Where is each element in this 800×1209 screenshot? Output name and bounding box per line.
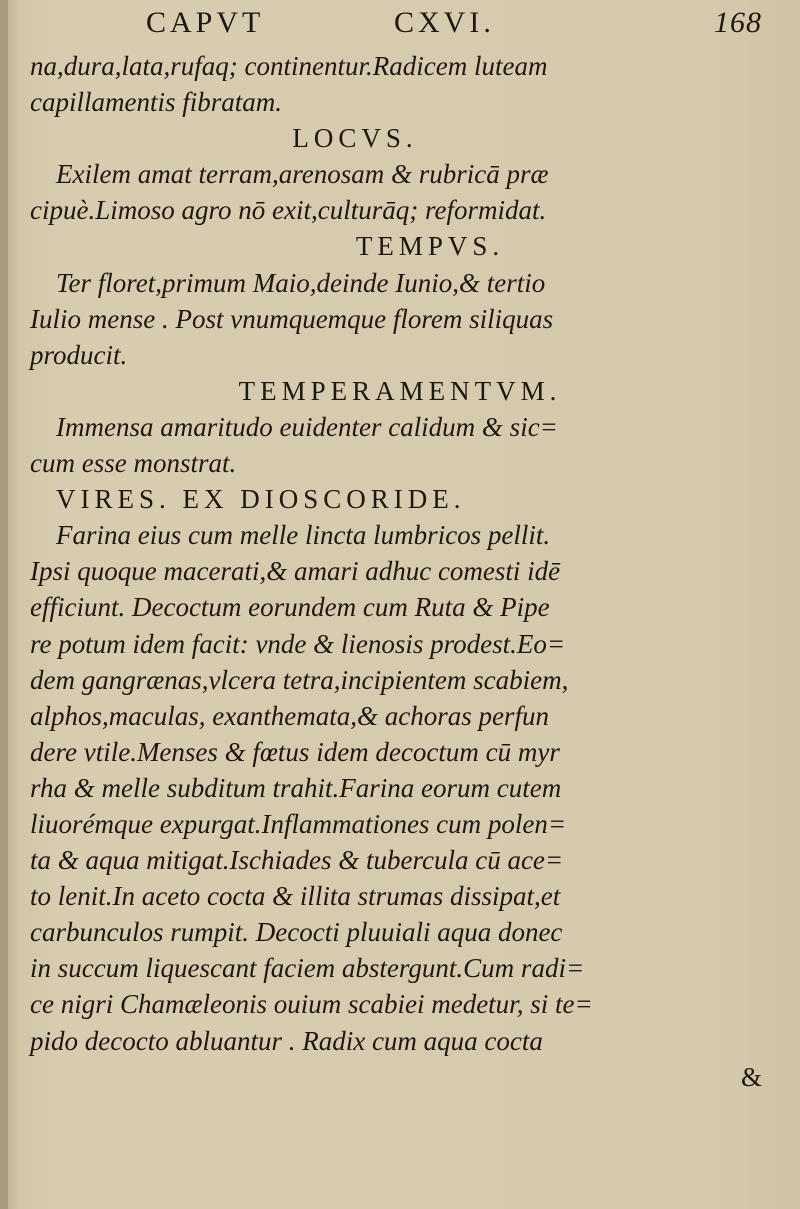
header-title: CAPVT [146,6,265,39]
section-heading-temperamentum: TEMPERAMENTVM. [238,375,562,406]
text-line: na,dura,lata,rufaq; continentur.Radicem luteam [30,51,548,81]
section-heading-tempus: TEMPVS. [355,231,505,262]
text-line: pido decocto abluantur . Radix cum aqua cocta [30,1025,543,1056]
text-line: carbunculos rumpit. Decocti pluuiali aqua donec [30,917,563,948]
text-line: cipuè.Limoso agro nō exit,culturāq; reformidat. [30,195,547,226]
text-line: Ipsi quoque macerati,& amari adhuc comesti idē [30,556,561,587]
text-line: to lenit.In aceto cocta & illita strumas dissipat,et [30,881,561,912]
text-line: Iulio mense . Post vnumquemque florem siliquas [30,303,554,334]
text-line: ce nigri Chamæleonis ouium scabiei medetur, si te= [30,989,593,1020]
running-header [146,6,762,46]
text-line: Farina eius cum melle lincta lumbricos pellit. [56,520,551,551]
text-line: liuorémque expurgat.Inflammationes cum polen= [30,808,567,839]
text-line: dem gangrænas,vlcera tetra,incipientem scabiem, [30,664,569,695]
text-line: Ter floret,primum Maio,deinde Iunio,& tertio [56,267,546,298]
text-line: cum esse monstrat. [30,448,237,479]
page-spine-shadow [0,0,8,1209]
text-line: alphos,maculas, exanthemata,& achoras perfun [30,700,549,731]
catchword: & [740,1061,762,1092]
body-text [30,48,770,1095]
text-line: ta & aqua mitigat.Ischiades & tubercula cū ace= [30,845,564,876]
page-number: 168 [714,6,762,39]
text-line: capillamentis fibratam. [30,87,282,118]
header-chapter-number: CXVI. [394,6,495,39]
text-line: producit. [30,339,128,370]
text-line: Exilem amat terram,arenosam & rubricā præ [56,159,549,190]
section-heading-vires: VIRES. EX DIOSCORIDE. [56,484,466,515]
text-line: in succum liquescant faciem abstergunt.Cum radi= [30,953,585,984]
text-line: rha & melle subditum trahit.Farina eorum cutem [30,772,562,803]
section-heading-locus: LOCVS. [292,123,418,154]
text-line: re potum idem facit: vnde & lienosis prodest.Eo= [30,628,566,659]
text-line: Immensa amaritudo euidenter calidum & sic= [56,411,558,442]
text-line: efficiunt. Decoctum eorundem cum Ruta & Pipe [30,592,550,623]
text-line: dere vtile.Menses & fœtus idem decoctum cū myr [30,736,560,767]
